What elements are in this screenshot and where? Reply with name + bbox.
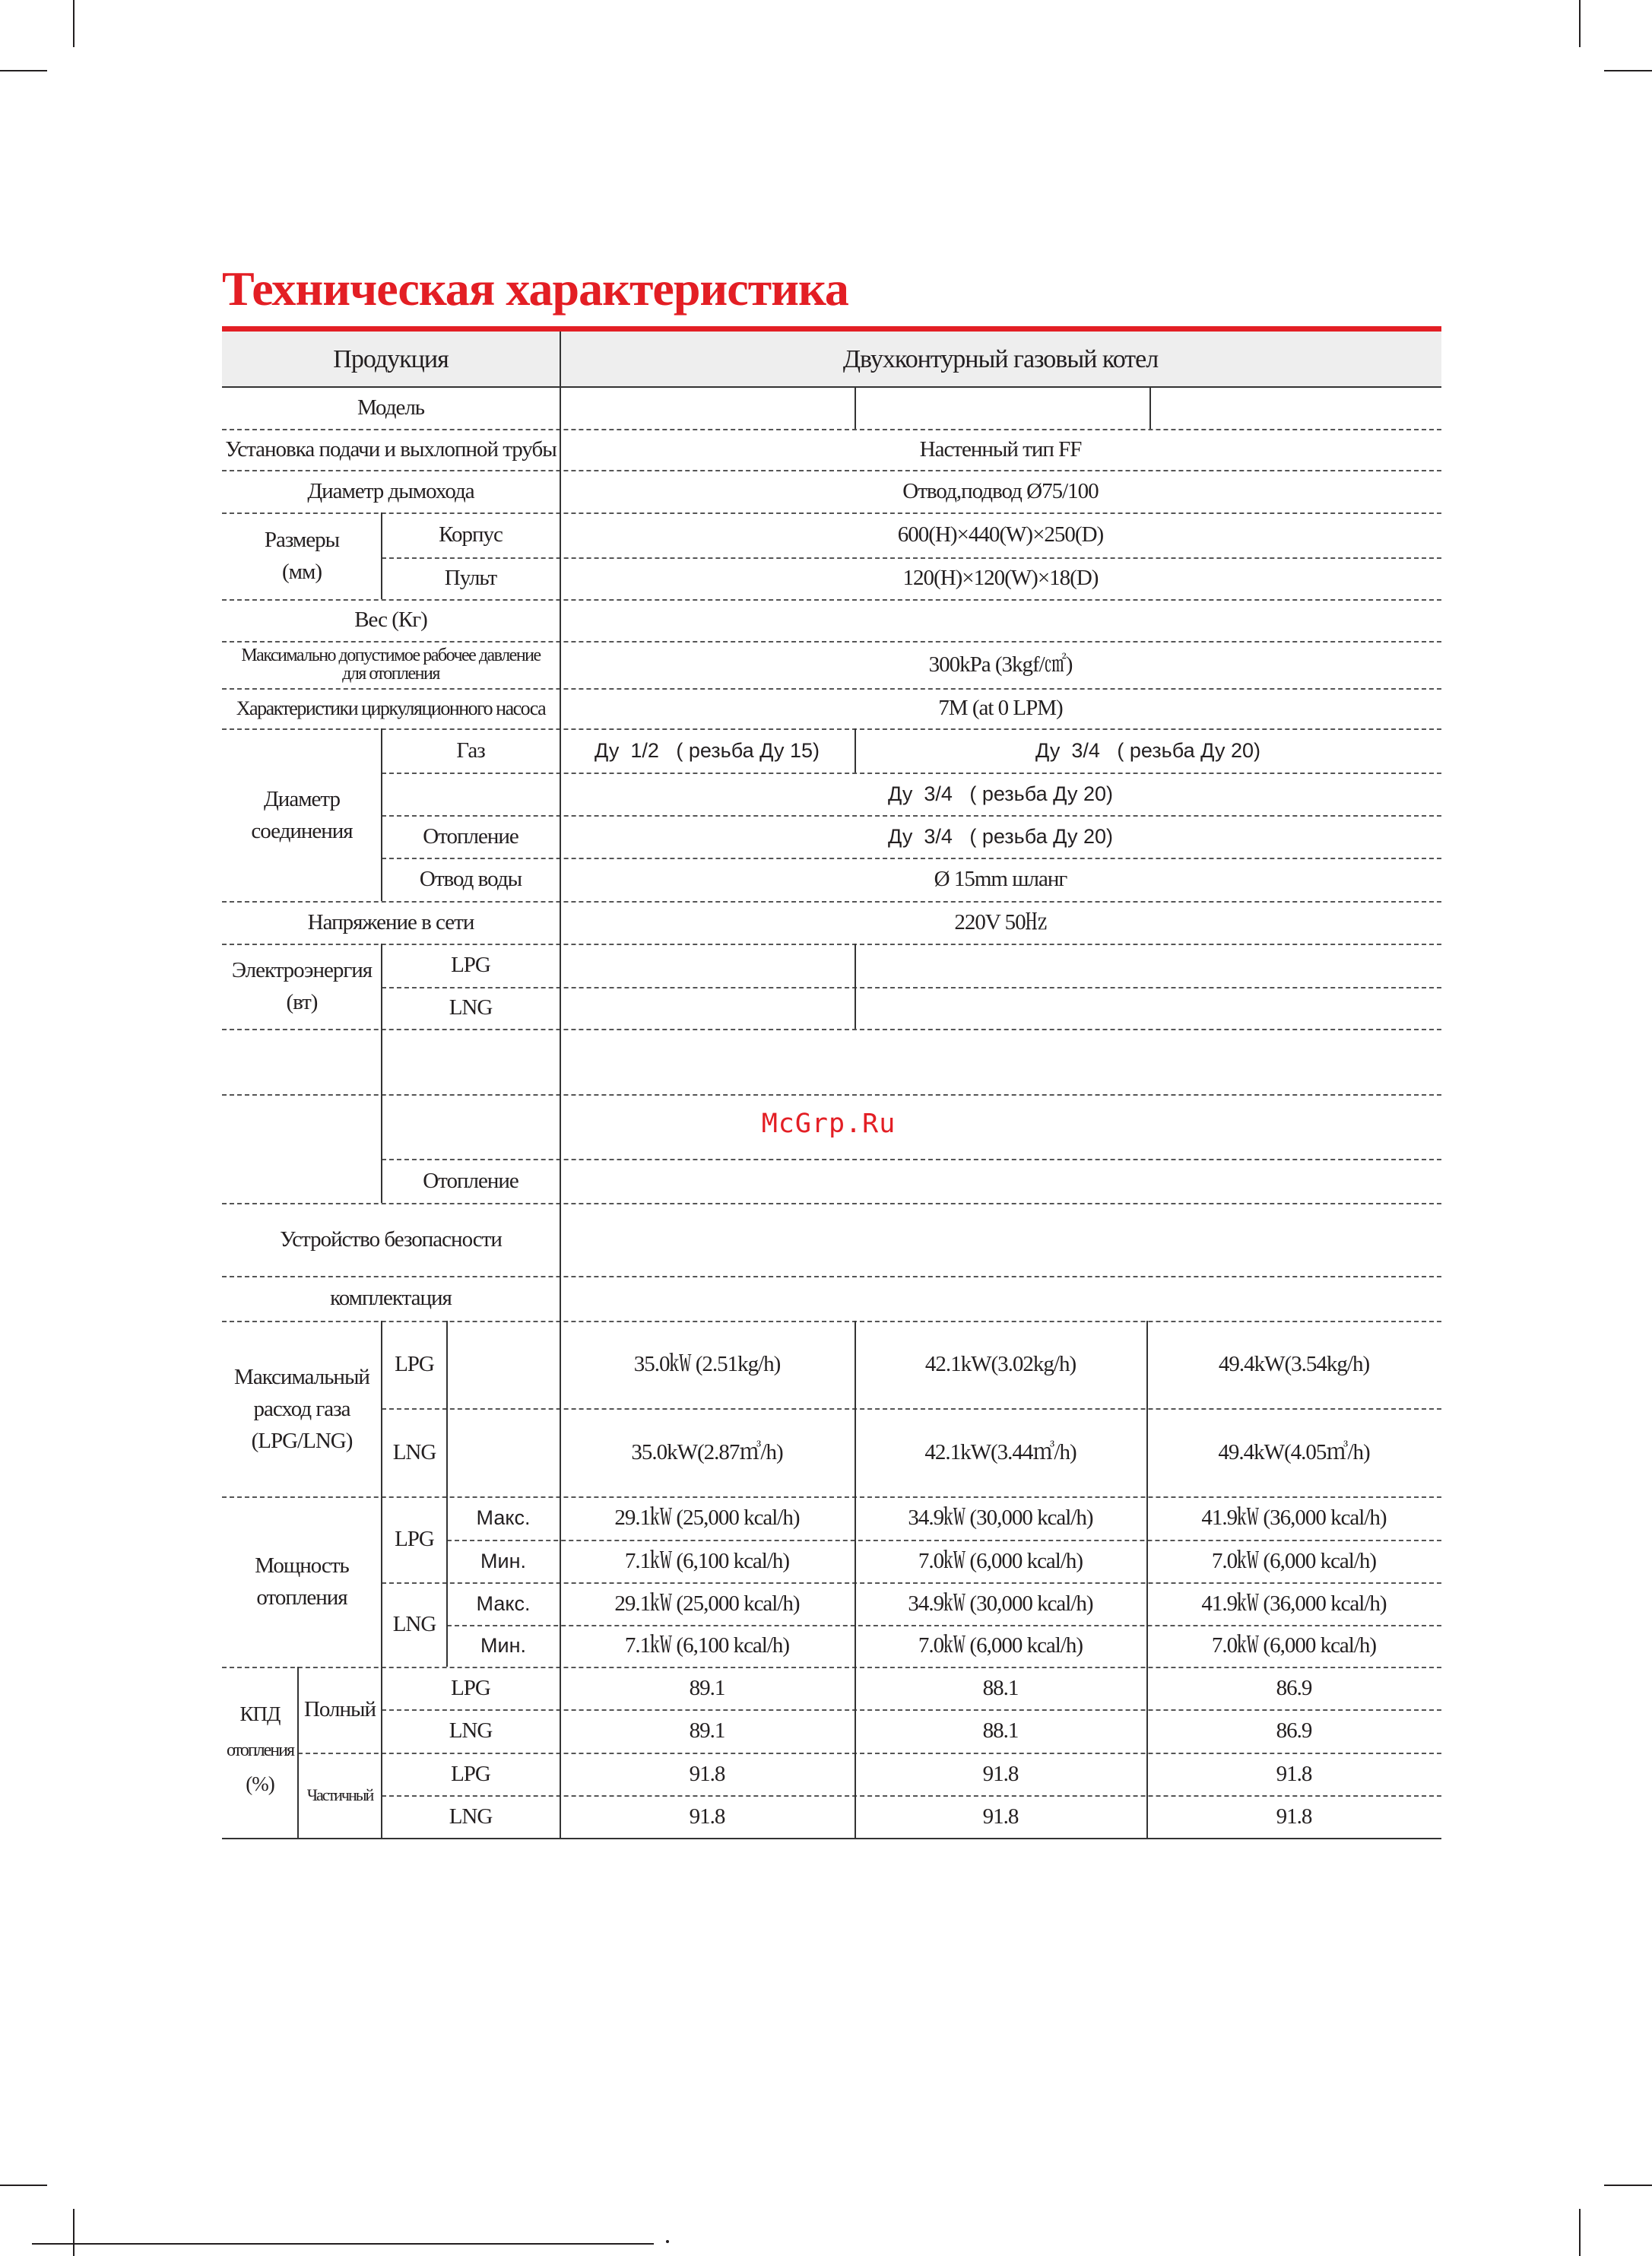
header-product: Продукция — [333, 344, 449, 373]
label-gas-consumption: Максимальный расход газа (LPG/LNG) — [234, 1364, 369, 1453]
label-output-lpg: LPG — [395, 1527, 434, 1551]
value-connection-row2: Ду 3/4 ( резьба Ду 20) — [887, 782, 1114, 805]
value-drain: Ø 15mm шланг — [934, 867, 1067, 891]
label-body: Корпус — [439, 522, 503, 547]
label-blank-heating: Отопление — [423, 1168, 518, 1193]
value-output-lng-max-2: 34.9㎾ (30,000 kcal/h) — [908, 1591, 1093, 1616]
value-efficiency-full-lng-1: 89.1 — [689, 1718, 725, 1743]
value-flue: Отвод,подвод Ø75/100 — [902, 478, 1099, 503]
value-efficiency-full-lpg-1: 89.1 — [689, 1675, 725, 1700]
value-output-lpg-max-2: 34.9㎾ (30,000 kcal/h) — [908, 1506, 1093, 1530]
label-efficiency-full-lpg: LPG — [451, 1675, 490, 1700]
label-flue: Диаметр дымохода — [307, 478, 474, 503]
value-efficiency-full-lng-2: 88.1 — [982, 1718, 1019, 1743]
label-model: Модель — [357, 395, 425, 420]
label-remote: Пульт — [444, 566, 497, 590]
value-gas-large: Ду 3/4 ( резьба Ду 20) — [1035, 738, 1261, 762]
watermark: McGrp.Ru — [761, 1109, 896, 1139]
label-gas: Газ — [456, 738, 485, 763]
label-efficiency-partial: Частичный — [306, 1785, 373, 1804]
label-efficiency-full-lng: LNG — [449, 1718, 493, 1743]
value-remote: 120(H)×120(W)×18(D) — [902, 566, 1099, 590]
label-output-lpg-max: Макс. — [476, 1506, 531, 1529]
label-weight: Вес (Кг) — [354, 608, 427, 632]
label-installation: Установка подачи и выхлопной трубы — [225, 436, 556, 462]
label-connection: Диаметр соединения — [251, 786, 353, 843]
label-efficiency-3: (%) — [246, 1772, 274, 1795]
label-output-lng: LNG — [392, 1612, 436, 1636]
value-output-lpg-max-3: 41.9㎾ (36,000 kcal/h) — [1201, 1506, 1387, 1530]
label-connection-heating: Отопление — [423, 823, 518, 849]
footer-dot — [666, 2240, 669, 2243]
value-output-lng-min-3: 7.0㎾ (6,000 kcal/h) — [1211, 1633, 1377, 1658]
label-efficiency-1: КПД — [239, 1702, 281, 1725]
value-body: 600(H)×440(W)×250(D) — [897, 522, 1104, 547]
label-output-lpg-min: Мин. — [480, 1549, 526, 1572]
value-output-lng-max-1: 29.1㎾ (25,000 kcal/h) — [614, 1591, 800, 1616]
value-voltage: 220V 50㎐ — [954, 909, 1047, 934]
value-efficiency-partial-lng-2: 91.8 — [982, 1804, 1019, 1829]
label-efficiency-full: Полный — [303, 1697, 376, 1721]
label-efficiency-partial-lpg: LPG — [451, 1761, 490, 1786]
value-pressure: 300kPa (3kgf/㎠) — [928, 652, 1073, 677]
page-title: Техническая характеристика — [222, 262, 848, 316]
label-kit: комплектация — [330, 1286, 452, 1310]
value-efficiency-partial-lng-3: 91.8 — [1276, 1804, 1312, 1829]
value-consumption-lpg-3: 49.4kW(3.54kg/h) — [1218, 1352, 1370, 1376]
label-voltage: Напряжение в сети — [307, 909, 474, 934]
value-output-lpg-max-1: 29.1㎾ (25,000 kcal/h) — [614, 1506, 800, 1530]
label-power: Электроэнергия (вт) — [231, 958, 373, 1014]
label-pressure: Максимально допустимое рабочее давление для отопления — [241, 646, 541, 684]
value-output-lng-min-2: 7.0㎾ (6,000 kcal/h) — [918, 1633, 1083, 1658]
label-pump: Характеристики циркуляционного насоса — [236, 697, 546, 719]
label-efficiency-2: отопления — [226, 1740, 294, 1760]
value-efficiency-full-lng-3: 86.9 — [1276, 1718, 1312, 1743]
label-drain: Отвод воды — [419, 867, 522, 891]
header-type: Двухконтурный газовый котел — [842, 344, 1159, 373]
value-efficiency-partial-lpg-2: 91.8 — [982, 1761, 1019, 1786]
value-efficiency-full-lpg-3: 86.9 — [1276, 1675, 1312, 1700]
value-efficiency-partial-lpg-1: 91.8 — [689, 1761, 725, 1786]
value-gas-small: Ду 1/2 ( резьба Ду 15) — [594, 738, 820, 762]
footer-rule — [32, 2243, 654, 2245]
value-consumption-lpg-2: 42.1kW(3.02kg/h) — [924, 1352, 1076, 1376]
value-output-lpg-min-2: 7.0㎾ (6,000 kcal/h) — [918, 1548, 1083, 1573]
value-output-lpg-min-3: 7.0㎾ (6,000 kcal/h) — [1211, 1548, 1377, 1573]
label-gas-consumption-lng: LNG — [392, 1439, 436, 1464]
value-consumption-lng-3: 49.4kW(4.05㎥/h) — [1218, 1439, 1370, 1464]
value-efficiency-full-lpg-2: 88.1 — [982, 1675, 1019, 1700]
value-installation: Настенный тип FF — [919, 436, 1082, 462]
value-pump: 7M (at 0 LPM) — [938, 696, 1063, 720]
label-output-lng-max: Макс. — [476, 1591, 531, 1615]
value-efficiency-partial-lpg-3: 91.8 — [1276, 1761, 1312, 1786]
label-efficiency-partial-lng: LNG — [449, 1804, 493, 1829]
value-output-lng-min-1: 7.1㎾ (6,100 kcal/h) — [624, 1633, 790, 1658]
value-output-lng-max-3: 41.9㎾ (36,000 kcal/h) — [1201, 1591, 1387, 1616]
label-heating-output: Мощность отопления — [255, 1553, 349, 1610]
label-output-lng-min: Мин. — [480, 1634, 526, 1657]
value-connection-heating: Ду 3/4 ( резьба Ду 20) — [887, 824, 1114, 848]
value-consumption-lpg-1: 35.0㎾ (2.51kg/h) — [633, 1352, 781, 1376]
value-efficiency-partial-lng-1: 91.8 — [689, 1804, 725, 1829]
label-dimensions: Размеры (мм) — [264, 528, 340, 584]
value-consumption-lng-2: 42.1kW(3.44㎥/h) — [924, 1439, 1076, 1464]
value-consumption-lng-1: 35.0kW(2.87㎥/h) — [631, 1439, 783, 1464]
label-power-lpg: LPG — [451, 953, 490, 977]
label-power-lng: LNG — [449, 995, 493, 1020]
label-gas-consumption-lpg: LPG — [395, 1352, 434, 1376]
value-output-lpg-min-1: 7.1㎾ (6,100 kcal/h) — [624, 1548, 790, 1573]
label-safety: Устройство безопасности — [280, 1226, 502, 1252]
